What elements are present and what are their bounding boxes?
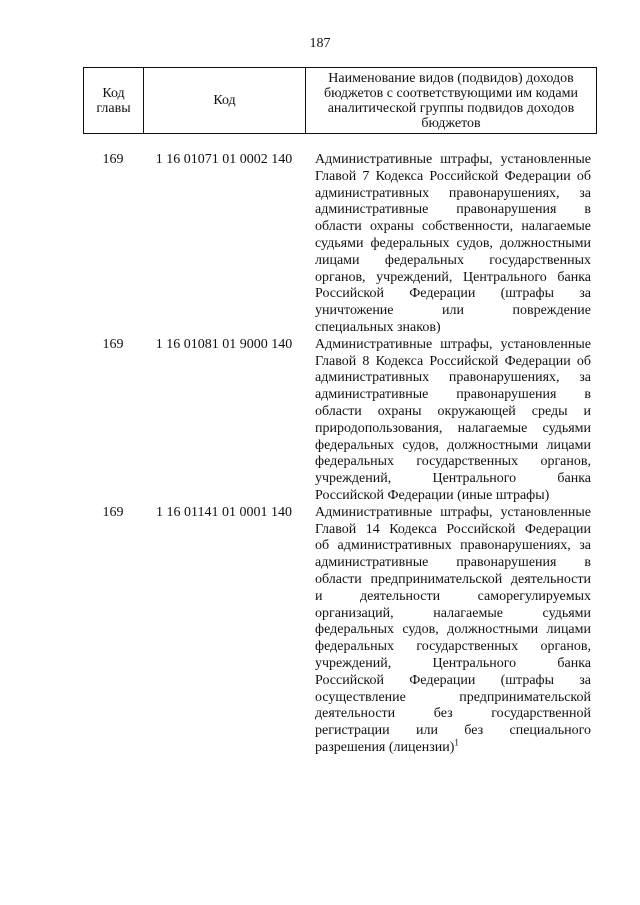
description-line: области охраны собственности, налагаемые [315,219,591,235]
description-line: Административные штрафы, установленные [315,152,591,167]
description-line: Административные штрафы, установленные [315,504,591,520]
table-header [83,67,597,134]
description-line: Главой 7 Кодекса Российской Федерации об [315,168,591,184]
description-line: Российской Федерации (штрафы за [315,672,591,688]
description-line: административные правонарушения в [315,555,591,571]
income-description [315,505,591,757]
income-description [315,337,591,505]
header-name-line: Наименование видов (подвидов) доходов [328,70,574,86]
chapter-code: 169 [102,504,124,520]
chapter-code: 169 [102,336,124,352]
header-cell-chapter-code [84,68,144,134]
description-line: Главой 14 Кодекса Российской Федерации [315,521,591,537]
income-description [315,152,591,337]
description-line: федеральных судов, должностными лицами [315,437,591,453]
description-line-text: разрешения (лицензии) [315,739,455,755]
income-code: 1 16 01071 01 0002 140 [155,152,293,167]
description-line: административные правонарушения в [315,202,591,218]
table-body [83,152,597,757]
description-line: лицами федеральных государственных [315,252,591,268]
description-line: административные правонарушения в [315,387,591,403]
description-line: административных правонарушениях, за [315,370,591,386]
description-line: административных правонарушениях, за [315,185,591,201]
description-line: Российской Федерации (штрафы за [315,286,591,302]
chapter-code: 169 [102,152,124,167]
description-line: судьями федеральных судов, должностными [315,235,591,251]
description-line: организаций, налагаемые судьями [315,605,591,621]
description-line: уничтожение или повреждение [315,303,591,319]
description-line-last [315,737,591,757]
header-chapter-code-line: главы [96,100,131,116]
income-code: 1 16 01081 01 9000 140 [155,336,293,352]
table-row [83,505,597,757]
table-row [83,337,597,505]
description-line: и деятельности саморегулируемых [315,588,591,604]
income-code: 1 16 01141 01 0001 140 [156,504,292,520]
footnote-marker: 1 [454,737,459,748]
table-row [83,152,597,337]
description-line: Административные штрафы, установленные [315,336,591,352]
description-line: органов, учреждений, Центрального банка [315,269,591,285]
description-line: природопользования, налагаемые судьями [315,420,591,436]
description-line: осуществление предпринимательской [315,689,591,705]
header-chapter-code-line: Код [102,85,125,101]
description-line: Главой 8 Кодекса Российской Федерации об [315,353,591,369]
description-line: специальных знаков) [315,319,441,335]
header-cell-name [306,68,597,134]
description-line: федеральных судов, должностными лицами [315,622,591,638]
description-line: об административных правонарушениях, за [315,538,591,554]
header-name-line: бюджетов с соответствующими им кодами [324,85,578,101]
page-number: 187 [309,36,331,51]
description-line: регистрации или без специального [315,723,591,739]
description-line: области предпринимательской деятельности [315,571,591,587]
description-line: учреждений, Центрального банка [315,471,591,487]
header-code-label: Код [213,93,236,108]
description-line: федеральных государственных органов, [315,639,591,655]
description-line: федеральных государственных органов, [315,454,591,470]
header-name-line: аналитической группы подвидов доходов [327,100,575,116]
header-name-line: бюджетов [421,115,481,131]
description-line: учреждений, Центрального банка [315,655,591,671]
description-line: деятельности без государственной [315,706,591,722]
header-cell-code [144,68,306,134]
description-line: Российской Федерации (иные штрафы) [315,487,550,503]
description-line: области охраны окружающей среды и [315,403,591,419]
